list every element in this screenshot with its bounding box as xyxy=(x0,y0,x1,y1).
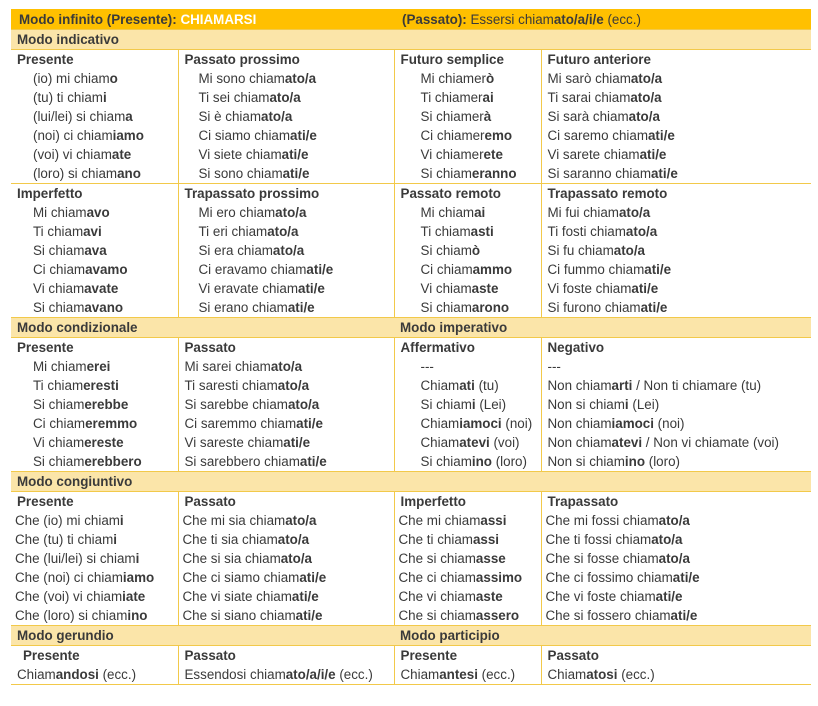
cell: Non si chiami (Lei) xyxy=(547,397,660,412)
cell: Ci eravamo chiamati/e xyxy=(178,260,394,279)
mode-header-gerundio: Modo gerundio Modo participio xyxy=(11,626,811,646)
cell: Si chiamerà xyxy=(394,107,541,126)
cell: Ci saremo chiamati/e xyxy=(547,128,675,143)
verb-name: CHIAMARSI xyxy=(180,11,257,27)
conj-row xyxy=(11,376,811,395)
cell: Che ci chiamassimo xyxy=(394,568,541,587)
cell: Chiamandosi (ecc.) xyxy=(11,665,178,685)
cell: Mi chiamerei xyxy=(11,357,178,376)
cell: Essendosi chiamato/a/i/e (ecc.) xyxy=(178,665,394,685)
cell: Che si siano chiamati/e xyxy=(178,606,394,626)
cell: Si sono chiamati/e xyxy=(178,164,394,184)
conj-row xyxy=(11,260,811,279)
conj-row xyxy=(11,203,811,222)
conj-row xyxy=(11,665,811,685)
tense-header-row: Presente Passato Affermativo Negativo xyxy=(11,338,811,358)
cell: Che (lui/lei) si chiami xyxy=(11,549,178,568)
cell: Mi sono chiamato/a xyxy=(178,69,394,88)
conj-row xyxy=(11,452,811,472)
cell: Ti chiameresti xyxy=(11,376,178,395)
cell: Che mi sia chiamato/a xyxy=(178,511,394,530)
infinitive-row xyxy=(11,9,811,30)
cell: Vi chiamaste xyxy=(394,279,541,298)
cell: Vi chiamereste xyxy=(11,433,178,452)
conj-row xyxy=(11,241,811,260)
conj-row xyxy=(11,298,811,318)
cell: Ci saremmo chiamati/e xyxy=(178,414,394,433)
cell: Che mi fossi chiamato/a xyxy=(545,513,690,528)
cell: Ci chiamammo xyxy=(394,260,541,279)
conj-row xyxy=(11,88,811,107)
conj-row xyxy=(11,395,811,414)
cell: Si chiameranno xyxy=(394,164,541,184)
cell: Ci chiameremmo xyxy=(11,414,178,433)
conj-row xyxy=(11,530,811,549)
conj-row xyxy=(11,414,811,433)
cell: Si chiamava xyxy=(11,241,178,260)
conj-row xyxy=(11,357,811,376)
conj-row xyxy=(11,222,811,241)
infinitive-present: Modo infinito (Presente): CHIAMARSI xyxy=(11,9,394,30)
cell: Si chiamerebbe xyxy=(11,395,178,414)
cell: Si sarà chiamato/a xyxy=(547,109,660,124)
cell: Non si chiamino (loro) xyxy=(547,454,680,469)
cell: Che ti sia chiamato/a xyxy=(178,530,394,549)
cell: Mi chiamerò xyxy=(394,69,541,88)
cell: Si chiamerebbero xyxy=(11,452,178,472)
tense-header-row: Presente Passato prossimo Futuro semplice Futuro anteriore xyxy=(11,50,811,70)
conj-row xyxy=(11,126,811,145)
cell: Mi chiamavo xyxy=(11,203,178,222)
cell: Chiamiamoci (noi) xyxy=(394,414,541,433)
cell: (io) mi chiamo xyxy=(11,69,178,88)
cell: Che (io) mi chiami xyxy=(11,511,178,530)
cell: Si chiamò xyxy=(394,241,541,260)
cell: Si è chiamato/a xyxy=(178,107,394,126)
cell: Che ci siamo chiamati/e xyxy=(178,568,394,587)
cell: Che ti fossi chiamato/a xyxy=(545,532,683,547)
cell: Si erano chiamati/e xyxy=(178,298,394,318)
cell: Ti sarai chiamato/a xyxy=(547,90,662,105)
conj-row xyxy=(11,433,811,452)
cell: Che si sia chiamato/a xyxy=(178,549,394,568)
mode-header-congiuntivo: Modo congiuntivo xyxy=(11,472,811,492)
conj-row xyxy=(11,145,811,164)
cell: (lui/lei) si chiama xyxy=(11,107,178,126)
cell: Vi siete chiamati/e xyxy=(178,145,394,164)
cell: Che (noi) ci chiamiamo xyxy=(11,568,178,587)
cell: Mi chiamai xyxy=(394,203,541,222)
cell: --- xyxy=(547,359,561,374)
cell: Che ti chiamassi xyxy=(394,530,541,549)
cell: (noi) ci chiamiamo xyxy=(11,126,178,145)
cell: Si chiamarono xyxy=(394,298,541,318)
cell: Che ci fossimo chiamati/e xyxy=(545,570,700,585)
conj-row xyxy=(11,549,811,568)
conj-row xyxy=(11,279,811,298)
cell: Si chiamino (loro) xyxy=(394,452,541,472)
conj-row xyxy=(11,587,811,606)
cell: Si era chiamato/a xyxy=(178,241,394,260)
conj-row xyxy=(11,69,811,88)
cell: Mi sarò chiamato/a xyxy=(547,71,663,86)
cell: Ti saresti chiamato/a xyxy=(178,376,394,395)
cell: Ti eri chiamato/a xyxy=(178,222,394,241)
cell: Non chiamatevi / Non vi chiamate (voi) xyxy=(547,435,779,450)
mode-header-indicativo: Modo indicativo xyxy=(11,30,811,50)
cell: Ti chiamerai xyxy=(394,88,541,107)
conj-row xyxy=(11,107,811,126)
cell: Non chiamiamoci (noi) xyxy=(547,416,685,431)
cell: Non chiamarti / Non ti chiamare (tu) xyxy=(547,378,762,393)
cell: Chiamati (tu) xyxy=(394,376,541,395)
cell: Vi chiamavate xyxy=(11,279,178,298)
tense-header-row: Presente Passato Presente Passato xyxy=(11,646,811,666)
cell: Che si fosse chiamato/a xyxy=(545,551,690,566)
conj-row xyxy=(11,568,811,587)
cell: Vi sarete chiamati/e xyxy=(547,147,667,162)
cell: Che (voi) vi chiamiate xyxy=(11,587,178,606)
cell: Si chiamavano xyxy=(11,298,178,318)
cell: Si furono chiamati/e xyxy=(547,300,668,315)
cell: Chiamatevi (voi) xyxy=(394,433,541,452)
cell: Che vi foste chiamati/e xyxy=(545,589,683,604)
cell: Che vi siate chiamati/e xyxy=(178,587,394,606)
cell: Che si fossero chiamati/e xyxy=(545,608,698,623)
cell: Vi sareste chiamati/e xyxy=(178,433,394,452)
cell: Ti chiamasti xyxy=(394,222,541,241)
conj-row xyxy=(11,164,811,184)
mode-header-imperativo: Modo imperativo xyxy=(394,318,811,338)
cell: Che si chiamassero xyxy=(394,606,541,626)
cell: Chiamantesi (ecc.) xyxy=(394,665,541,685)
cell: Si sarebbero chiamati/e xyxy=(178,452,394,472)
cell: Ci fummo chiamati/e xyxy=(547,262,672,277)
cell: Si saranno chiamati/e xyxy=(547,166,678,181)
cell: Che (tu) ti chiami xyxy=(11,530,178,549)
cell: --- xyxy=(394,357,541,376)
cell: Si fu chiamato/a xyxy=(547,243,646,258)
cell: Ti chiamavi xyxy=(11,222,178,241)
cell: Ti sei chiamato/a xyxy=(178,88,394,107)
cell: Vi foste chiamati/e xyxy=(547,281,659,296)
cell: Si sarebbe chiamato/a xyxy=(178,395,394,414)
cell: Si chiami (Lei) xyxy=(394,395,541,414)
mode-header-participio: Modo participio xyxy=(394,626,811,646)
cell: Chiamatosi (ecc.) xyxy=(541,665,811,685)
cell: Vi chiamerete xyxy=(394,145,541,164)
cell: Che (loro) si chiamino xyxy=(11,606,178,626)
cell: (voi) vi chiamate xyxy=(11,145,178,164)
cell: Che mi chiamassi xyxy=(394,511,541,530)
cell: Mi sarei chiamato/a xyxy=(178,357,394,376)
cell: Mi fui chiamato/a xyxy=(547,205,651,220)
cell: Che vi chiamaste xyxy=(394,587,541,606)
tense-header-row: Imperfetto Trapassato prossimo Passato remoto Trapassato remoto xyxy=(11,184,811,204)
conj-row xyxy=(11,606,811,626)
conj-row xyxy=(11,511,811,530)
cell: Ci chiameremo xyxy=(394,126,541,145)
cell: Che si chiamasse xyxy=(394,549,541,568)
cell: Mi ero chiamato/a xyxy=(178,203,394,222)
conjugation-table xyxy=(11,9,811,685)
tense-header-row: Presente Passato Imperfetto Trapassato xyxy=(11,492,811,512)
cell: Ci chiamavamo xyxy=(11,260,178,279)
mode-header-condizionale: Modo condizionale Modo imperativo xyxy=(11,318,811,338)
cell: Ci siamo chiamati/e xyxy=(178,126,394,145)
cell: Ti fosti chiamato/a xyxy=(547,224,658,239)
cell: (tu) ti chiami xyxy=(11,88,178,107)
cell: Vi eravate chiamati/e xyxy=(178,279,394,298)
infinitive-past: (Passato): Essersi chiamato/a/i/e (ecc.) xyxy=(394,9,811,30)
cell: (loro) si chiamano xyxy=(11,164,178,184)
